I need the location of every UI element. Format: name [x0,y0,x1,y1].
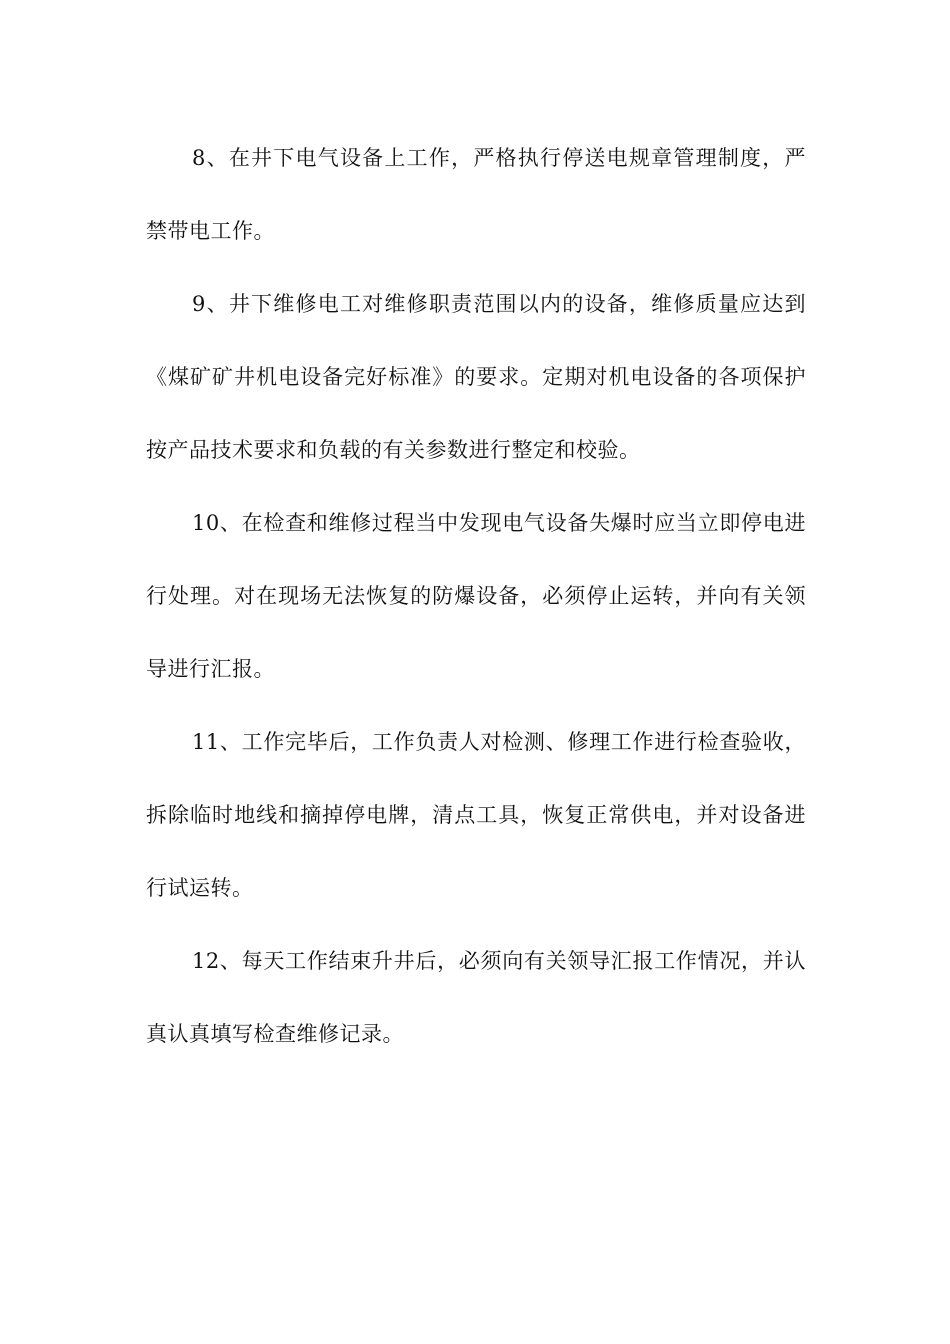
document-body [146,122,806,1071]
paragraph-item-8: 8、在井下电气设备上工作，严格执行停送电规章管理制度，严禁带电工作。 [146,146,806,243]
paragraph-item-10: 10、在检查和维修过程当中发现电气设备失爆时应当立即停电进行处理。对在现场无法恢复的防爆设备，必须停止运转，并向有关领导进行汇报。 [146,511,806,681]
paragraph-item-11: 11、工作完毕后，工作负责人对检测、修理工作进行检查验收，拆除临时地线和摘掉停电牌，清点工具，恢复正常供电，并对设备进行试运转。 [146,730,806,900]
paragraph-item-12: 12、每天工作结束升井后，必须向有关领导汇报工作情况，并认真认真填写检查维修记录。 [146,949,806,1046]
paragraph-item-9: 9、井下维修电工对维修职责范围以内的设备，维修质量应达到《煤矿矿井机电设备完好标准》的要求。定期对机电设备的各项保护按产品技术要求和负载的有关参数进行整定和校验。 [146,292,806,462]
